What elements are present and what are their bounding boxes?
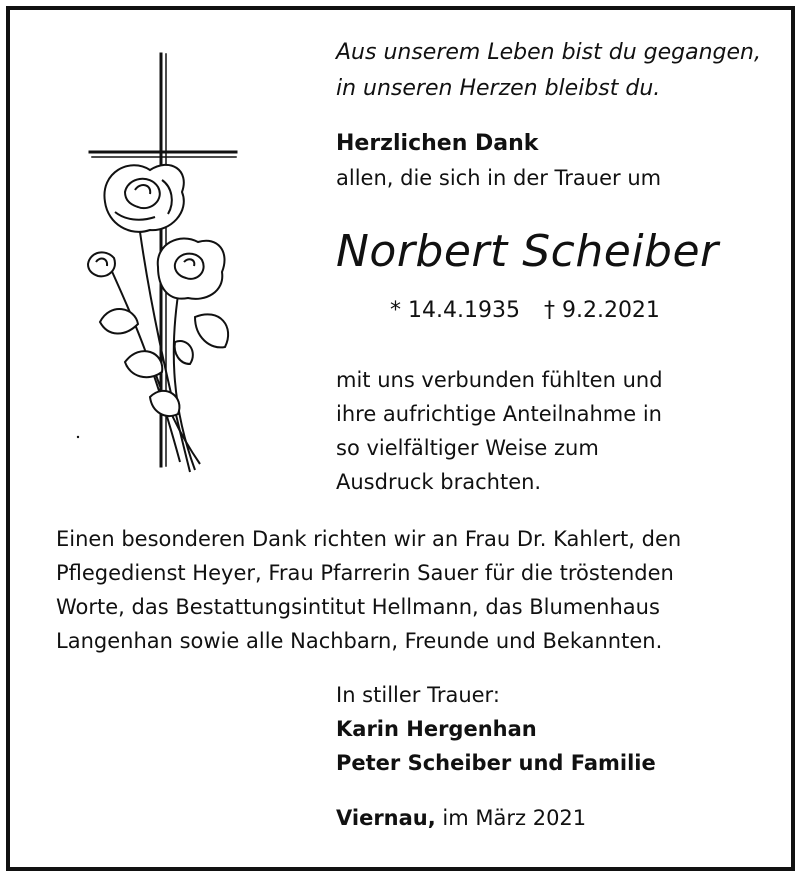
signoff-intro: In stiller Trauer: (336, 683, 500, 707)
poem-line-2: in unseren Herzen bleibst du. (336, 76, 661, 101)
deceased-name: Norbert Scheiber (336, 226, 719, 277)
body-line: ihre aufrichtige Anteilnahme in (336, 402, 662, 426)
thanks-paragraph-line: Einen besonderen Dank richten wir an Frau Dr. Kahlert, den (56, 527, 682, 551)
thanks-paragraph-line: Worte, das Bestattungsintitut Hellmann, das Blumenhaus (56, 595, 660, 619)
body-line: Ausdruck brachten. (336, 470, 542, 494)
thanks-paragraph-line: Pflegedienst Heyer, Frau Pfarrerin Sauer für die tröstenden (56, 561, 674, 585)
thanks-paragraph-line: Langenhan sowie alle Nachbarn, Freunde und Bekannten. (56, 629, 663, 653)
mourner-name: Peter Scheiber und Familie (336, 751, 656, 775)
thanks-heading: Herzlichen Dank (336, 131, 539, 156)
life-dates (390, 298, 660, 323)
intro-line: allen, die sich in der Trauer um (336, 166, 662, 190)
place-city: Viernau, (336, 806, 436, 830)
birth-date: * 14.4.1935 (390, 298, 520, 323)
death-date: † 9.2.2021 (543, 298, 660, 323)
place-date: im März 2021 (442, 806, 587, 830)
mourner-name: Karin Hergenhan (336, 717, 537, 741)
body-line: so vielfältiger Weise zum (336, 436, 599, 460)
cross-with-roses-icon (70, 52, 250, 482)
poem-line-1: Aus unserem Leben bist du gegangen, (336, 40, 761, 65)
place-and-date (336, 806, 586, 830)
body-line: mit uns verbunden fühlten und (336, 368, 663, 392)
